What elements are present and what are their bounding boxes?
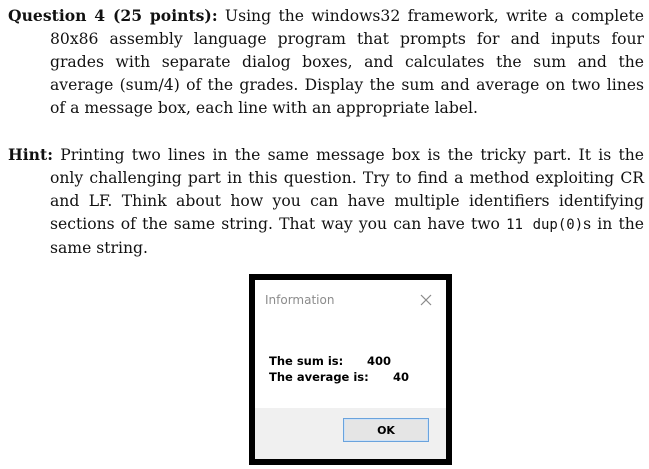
message-box-titlebar <box>255 280 446 316</box>
hint-body-after-code: s in the same string. <box>50 215 644 257</box>
hint-paragraph <box>8 143 644 260</box>
message-box-footer <box>255 408 446 459</box>
average-value: 40 <box>393 370 410 384</box>
close-button[interactable] <box>414 288 438 312</box>
hint-heading: Hint: <box>8 145 53 164</box>
close-icon <box>414 288 438 312</box>
ok-button[interactable]: OK <box>343 418 429 442</box>
message-box-screenshot <box>249 274 452 465</box>
average-label: The average is: <box>269 370 369 384</box>
hint-code: 11 dup(0) <box>506 217 584 233</box>
question-body: Using the windows32 framework, write a complete 80x86 assembly language program that prompts for and inputs four grades with separate dialog boxes, and calculates the sum and the average (sum/4) of the grades. Display the sum and average on two lines of a message box, each line with an appropriate label. <box>50 7 644 117</box>
question-heading: Question 4 (25 points): <box>8 6 218 25</box>
sum-label: The sum is: <box>269 354 344 368</box>
question-text <box>8 4 644 260</box>
hint-body-before-code: Printing two lines in the same message box is the tricky part. It is the only challenging part in this question. Try to find a method exploiting CR and LF. Think about how you can have multiple identifiers identifying sections of the same string. That way you can have two <box>50 146 644 233</box>
message-box-window <box>255 280 446 459</box>
sum-value: 400 <box>367 354 392 368</box>
message-box-title: Information <box>265 293 335 307</box>
question-paragraph <box>8 4 644 120</box>
